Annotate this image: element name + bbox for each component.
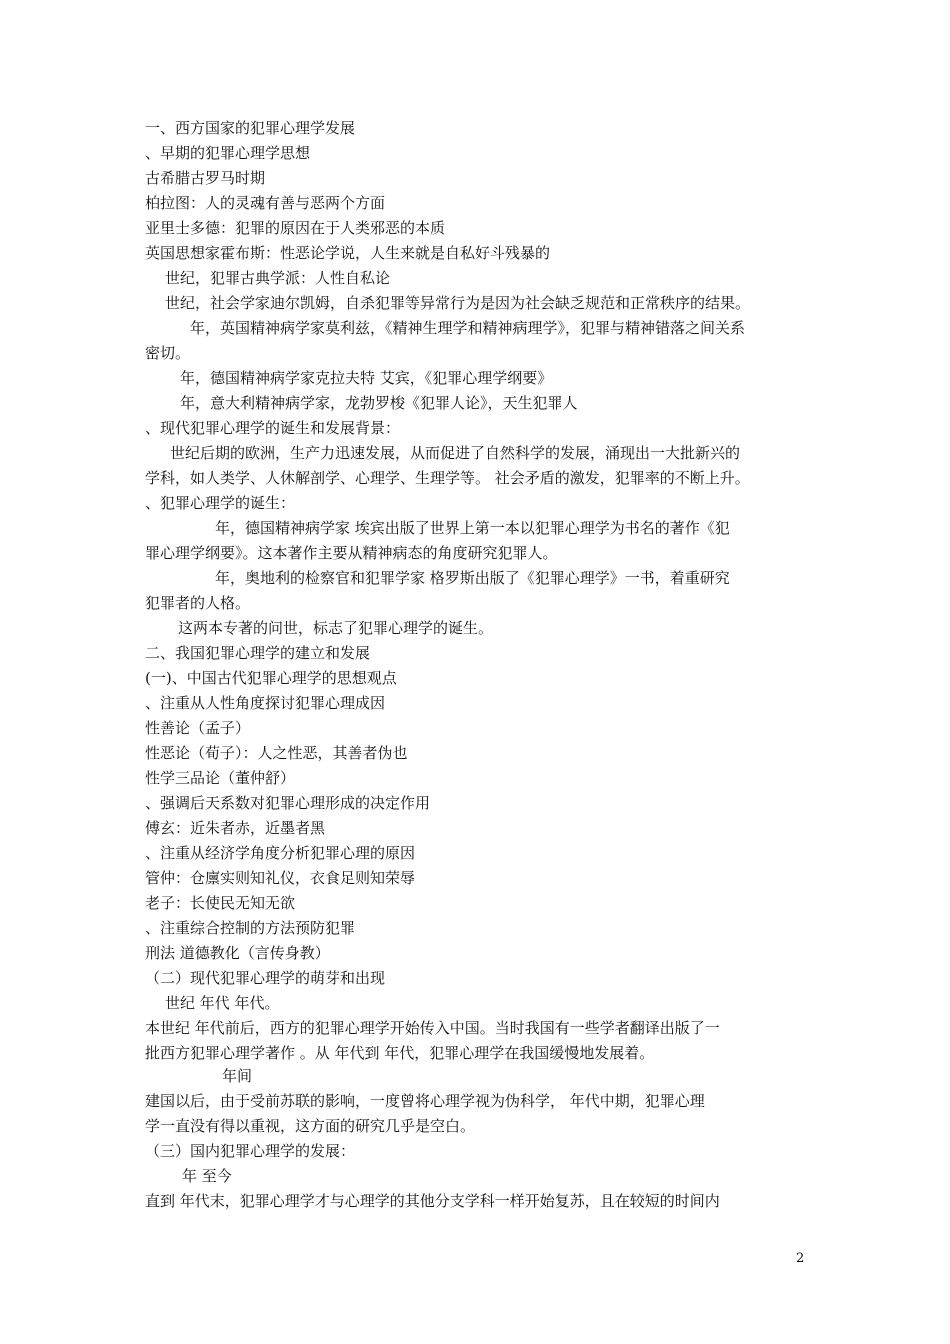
text-line: 英国思想家霍布斯：性恶论学说，人生来就是自私好斗残暴的	[145, 244, 551, 262]
text-line: 犯罪者的人格。	[145, 594, 251, 612]
subheading: 、强调后天系数对犯罪心理形成的决定作用	[145, 794, 431, 812]
text-line: 这两本专著的问世，标志了犯罪心理学的诞生。	[178, 619, 494, 637]
text-line: 批西方犯罪心理学著作 。从 年代到 年代，犯罪心理学在我国缓慢地发展着。	[145, 1044, 655, 1062]
text-line: 学一直没有得以重视，这方面的研究几乎是空白。	[145, 1117, 476, 1135]
text-line: 世纪，社会学家迪尔凯姆，自杀犯罪等异常行为是因为社会缺乏规范和正常秩序的结果。	[165, 294, 751, 312]
subheading: 、注重综合控制的方法预防犯罪	[145, 919, 356, 937]
text-line: 本世纪 年代前后，西方的犯罪心理学开始传入中国。当时我国有一些学者翻译出版了一	[145, 1019, 720, 1037]
subheading: 、注重从人性角度探讨犯罪心理成因	[145, 694, 386, 712]
subheading: 、现代犯罪心理学的诞生和发展背景：	[145, 419, 401, 437]
text-line: 学科，如人类学、人休解剖学、心理学、生理学等。 社会矛盾的激发，犯罪率的不断上升。	[145, 469, 750, 487]
text-line: 年，英国精神病学家莫利兹，《精神生理学和精神病理学》，犯罪与精神错落之间关系	[190, 319, 746, 337]
text-line: 老子：长使民无知无欲	[145, 894, 296, 912]
text-line: 性善论（孟子）	[145, 719, 251, 737]
section-heading: 二、我国犯罪心理学的建立和发展	[145, 644, 371, 662]
text-line: 傅玄：近朱者赤，近墨者黑	[145, 819, 326, 837]
subheading: (一)、中国古代犯罪心理学的思想观点	[145, 669, 397, 687]
text-line: 性恶论（荀子）：人之性恶，其善者伪也	[145, 744, 408, 762]
text-line: 年，德国精神病学家 埃宾出版了世界上第一本以犯罪心理学为书名的著作《犯	[215, 519, 730, 537]
text-line: 古希腊古罗马时期	[145, 169, 266, 187]
subheading: 、犯罪心理学的诞生：	[145, 494, 296, 512]
text-line: 柏拉图：人的灵魂有善与恶两个方面	[145, 194, 386, 212]
text-line: 年，奥地利的检察官和犯罪学家 格罗斯出版了《犯罪心理学》一书，着重研究	[215, 569, 730, 587]
text-line: 密切。	[145, 344, 191, 362]
text-line: 亚里士多德：犯罪的原因在于人类邪恶的本质	[145, 219, 446, 237]
text-line: 年，意大利精神病学家，龙勃罗梭《犯罪人论》，天生犯罪人	[180, 394, 578, 412]
text-line: 世纪 年代 年代。	[165, 994, 280, 1012]
subheading: （三）国内犯罪心理学的发展：	[145, 1142, 356, 1160]
subheading: （二）现代犯罪心理学的萌芽和出现	[145, 969, 386, 987]
text-line: 世纪后期的欧洲，生产力迅速发展，从而促进了自然科学的发展，涌现出一大批新兴的	[170, 444, 741, 462]
text-line: 管仲：仓廪实则知礼仪，衣食足则知荣辱	[145, 869, 416, 887]
subheading: 、注重从经济学角度分析犯罪心理的原因	[145, 844, 416, 862]
text-line: 性学三品论（董仲舒）	[145, 769, 296, 787]
text-line: 直到 年代末，犯罪心理学才与心理学的其他分支学科一样开始复苏，且在较短的时间内	[145, 1192, 720, 1210]
text-line: 年，德国精神病学家克拉夫特 艾宾，《犯罪心理学纲要》	[180, 369, 553, 387]
text-line: 罪心理学纲要》。这本著作主要从精神病态的角度研究犯罪人。	[145, 544, 558, 562]
text-line: 世纪，犯罪古典学派：人性自私论	[165, 269, 391, 287]
page-number: 2	[796, 1251, 805, 1266]
section-heading: 一、西方国家的犯罪心理学发展	[145, 119, 356, 137]
text-line: 年间	[222, 1067, 253, 1085]
text-line: 刑法 道德教化（言传身教）	[145, 944, 330, 962]
text-line: 年 至今	[182, 1167, 232, 1185]
text-line: 建国以后，由于受前苏联的影响，一度曾将心理学视为伪科学， 年代中期，犯罪心理	[145, 1092, 705, 1110]
subheading: 、早期的犯罪心理学思想	[145, 144, 311, 162]
